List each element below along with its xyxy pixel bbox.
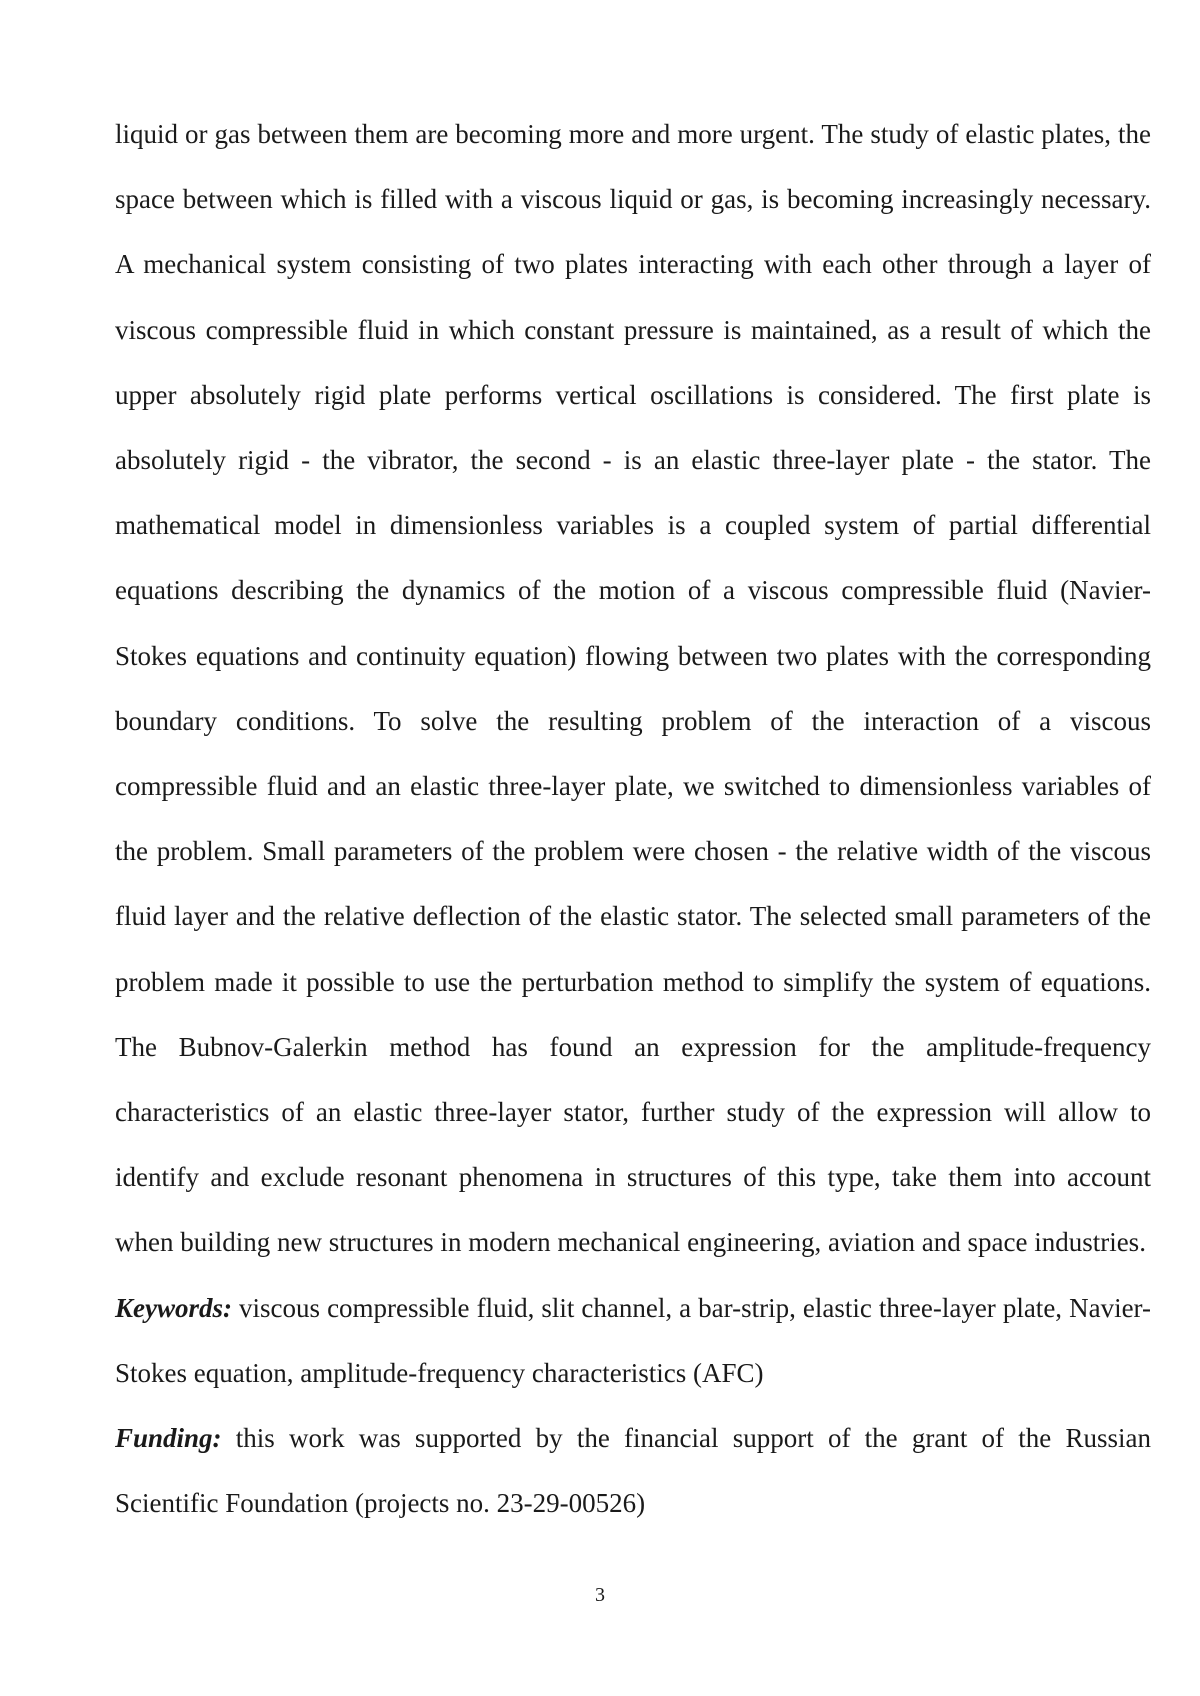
keywords-label: Keywords: — [115, 1292, 232, 1323]
funding-paragraph — [115, 1406, 1151, 1536]
funding-label: Funding: — [115, 1423, 222, 1454]
page-number: 3 — [595, 1584, 605, 1606]
page-body — [115, 102, 1151, 1536]
abstract-paragraph: liquid or gas between them are becoming more and more urgent. The study of elastic plates, the space between which is filled with a viscous liquid or gas, is becoming increasingly necessary. A mechanical system consisting of two plates interacting with each other through a layer of viscous compressible fluid in which constant pressure is maintained, as a result of which the upper absolutely rigid plate performs vertical oscillations is considered. The first plate is absolutely rigid - the vibrator, the second - is an elastic three-layer plate - the stator. The mathematical model in dimensionless variables is a coupled system of partial differential equations describing the dynamics of the motion of a viscous compressible fluid (Navier-Stokes equations and continuity equation) flowing between two plates with the corresponding boundary conditions. To solve the resulting problem of the interaction of a viscous compressible fluid and an elastic three-layer plate, we switched to dimensionless variables of the problem. Small parameters of the problem were chosen - the relative width of the viscous fluid layer and the relative deflection of the elastic stator. The selected small parameters of the problem made it possible to use the perturbation method to simplify the system of equations. The Bubnov-Galerkin method has found an expression for the amplitude-frequency characteristics of an elastic three-layer stator, further study of the expression will allow to identify and exclude resonant phenomena in structures of this type, take them into account when building new structures in modern mechanical engineering, aviation and space industries. — [115, 119, 1151, 1258]
keywords-text: viscous compressible fluid, slit channel, a bar-strip, elastic three-layer plate, Navier-Stokes equation, amplitude-frequency characteristics (AFC) — [115, 1292, 1151, 1388]
funding-text: this work was supported by the financial support of the grant of the Russian Scientific Foundation (projects no. 23-29-00526) — [115, 1423, 1151, 1519]
keywords-paragraph — [115, 1276, 1151, 1406]
